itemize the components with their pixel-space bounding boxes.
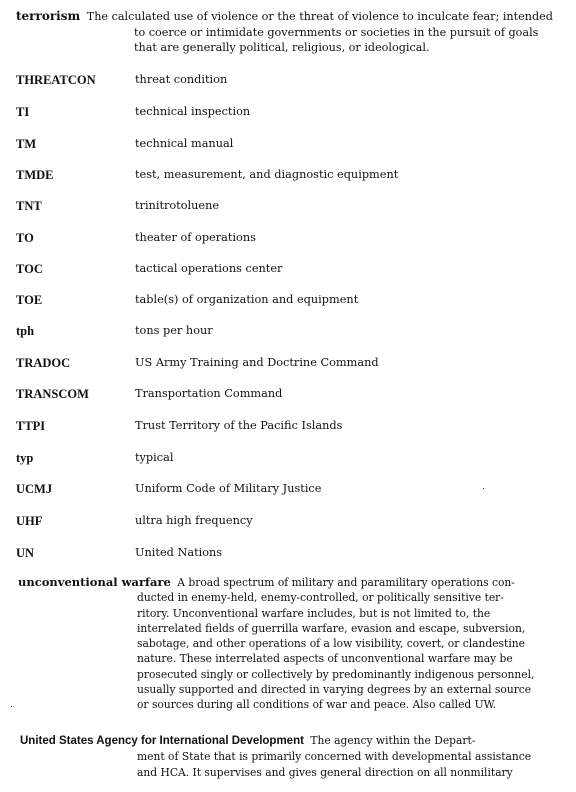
abbreviation-definition: theater of operations — [135, 231, 256, 244]
abbreviation-term: UHF — [16, 514, 43, 528]
entry-definition-line: sabotage, and other operations of a low visibility, covert, or clandestine — [137, 637, 525, 651]
abbreviation-row — [0, 386, 576, 406]
entry-definition-line: to coerce or intimidate governments or societies in the pursuit of goals — [134, 25, 539, 39]
entry-definition-line: nature. These interrelated aspects of unconventional warfare may be — [137, 652, 513, 666]
entry-definition-line: ducted in enemy-held, enemy-controlled, or politically sensitive ter- — [137, 591, 504, 605]
scan-speck — [11, 706, 12, 707]
abbreviation-row — [0, 450, 576, 470]
abbreviation-row — [0, 261, 576, 281]
abbreviation-row — [0, 323, 576, 343]
abbreviation-term: UCMJ — [16, 482, 53, 496]
abbreviation-term: TMDE — [16, 168, 54, 182]
abbreviation-definition: Trust Territory of the Pacific Islands — [135, 419, 343, 432]
abbreviation-row — [0, 167, 576, 187]
abbreviation-definition: US Army Training and Doctrine Command — [135, 356, 379, 369]
abbreviation-definition: Uniform Code of Military Justice — [135, 482, 322, 495]
scan-speck — [483, 488, 484, 489]
abbreviation-definition: Transportation Command — [135, 387, 283, 400]
abbreviation-definition: tons per hour — [135, 324, 213, 337]
abbreviation-row — [0, 355, 576, 375]
abbreviation-row — [0, 513, 576, 533]
abbreviation-term: TOE — [16, 293, 43, 307]
abbreviation-definition: technical manual — [135, 137, 234, 150]
abbreviation-definition: technical inspection — [135, 105, 251, 118]
abbreviation-term: TTPI — [16, 419, 46, 433]
abbreviation-definition: typical — [135, 451, 174, 464]
abbreviation-term: TRANSCOM — [16, 387, 89, 401]
abbreviation-row — [0, 104, 576, 124]
abbreviation-definition: threat condition — [135, 73, 228, 86]
abbreviation-term: TO — [16, 231, 34, 245]
entry-definition-line: usually supported and directed in varying degrees by an external source — [137, 683, 532, 697]
abbreviation-row — [0, 198, 576, 218]
entry-definition-line: interrelated fields of guerrilla warfare, evasion and escape, subversion, — [137, 621, 526, 635]
entry-term: United States Agency for International Development — [20, 735, 304, 747]
abbreviation-row — [0, 545, 576, 565]
abbreviation-row — [0, 292, 576, 312]
abbreviation-term: tph — [16, 324, 35, 338]
entry-definition-line: ritory. Unconventional warfare includes, but is not limited to, the — [137, 606, 491, 620]
abbreviation-definition: ultra high frequency — [135, 514, 253, 527]
abbreviation-row — [0, 418, 576, 438]
abbreviation-term: THREATCON — [16, 73, 96, 87]
abbreviation-definition: trinitrotoluene — [135, 199, 220, 212]
entry-definition-line: A broad spectrum of military and paramilitary operations con- — [177, 576, 515, 589]
abbreviation-term: TNT — [16, 199, 42, 213]
abbreviation-term: TI — [16, 105, 30, 119]
abbreviation-row — [0, 481, 576, 501]
abbreviation-definition: test, measurement, and diagnostic equipment — [135, 168, 399, 181]
entry-definition-line: or sources during all conditions of war and peace. Also called UW. — [137, 698, 497, 712]
abbreviation-term: TM — [16, 137, 37, 151]
abbreviation-definition: table(s) of organization and equipment — [135, 293, 359, 306]
entry-terrorism — [16, 9, 566, 56]
entry-unconventional-warfare — [18, 575, 570, 713]
abbreviation-term: typ — [16, 451, 34, 465]
abbreviation-term: UN — [16, 546, 35, 560]
abbreviation-row — [0, 72, 576, 92]
abbreviation-row — [0, 230, 576, 250]
entry-usaid — [20, 733, 570, 780]
abbreviation-term: TRADOC — [16, 356, 71, 370]
entry-definition-line: that are generally political, religious, or ideological. — [134, 41, 430, 55]
abbreviation-definition: United Nations — [135, 546, 223, 559]
abbreviation-definition: tactical operations center — [135, 262, 283, 275]
abbreviation-row — [0, 136, 576, 156]
entry-term: terrorism — [16, 9, 81, 23]
entry-definition-line: The calculated use of violence or the threat of violence to inculcate fear; intended — [86, 10, 553, 23]
entry-definition-line: and HCA. It supervises and gives general direction on all nonmilitary — [137, 765, 513, 779]
entry-definition-line: ment of State that is primarily concerned with developmental assistance — [137, 750, 532, 764]
abbreviation-term: TOC — [16, 262, 43, 276]
entry-term: unconventional warfare — [18, 575, 171, 589]
entry-definition-line: prosecuted singly or collectively by predominantly indigenous personnel, — [137, 667, 535, 681]
entry-definition-line: The agency within the Depart- — [310, 734, 476, 747]
